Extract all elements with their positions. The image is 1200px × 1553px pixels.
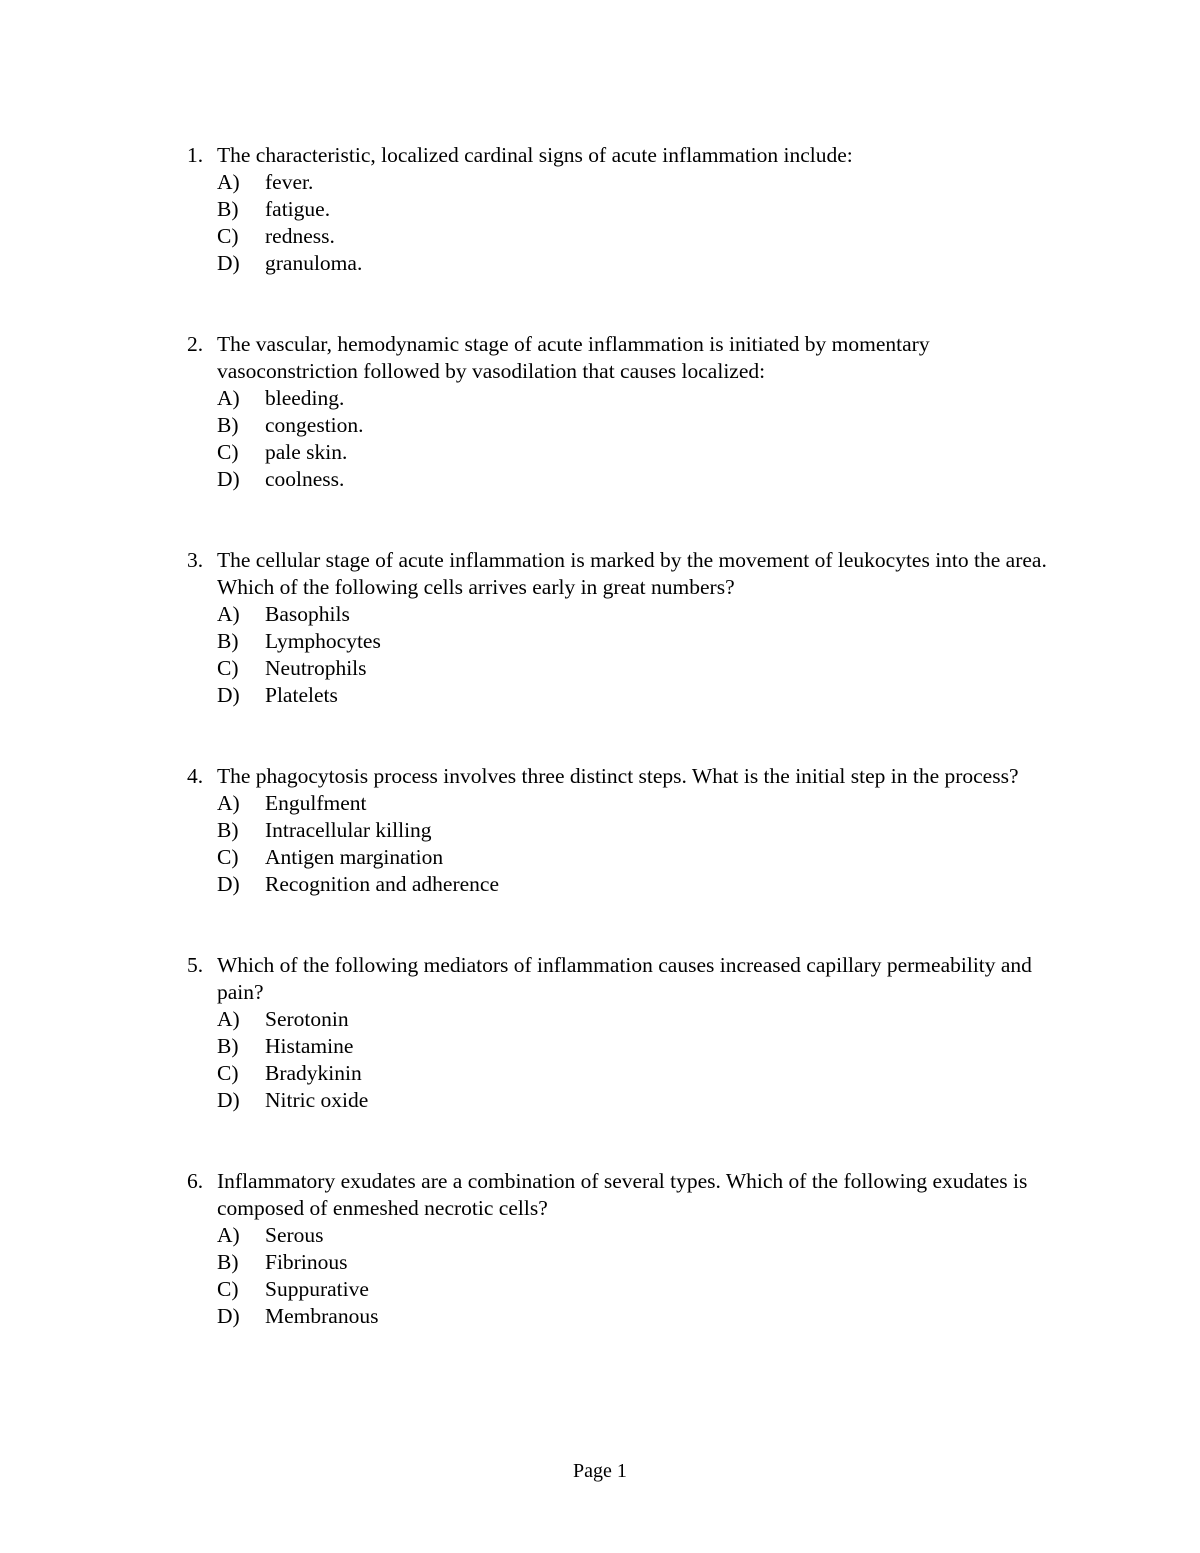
option-letter: C) (217, 1277, 239, 1301)
option-letter: B) (217, 818, 239, 842)
option-letter: A) (217, 791, 240, 815)
option-text: Serous (265, 1223, 324, 1247)
option-text: Antigen margination (265, 845, 444, 869)
option-letter: D) (217, 683, 240, 707)
option-letter: A) (217, 386, 240, 410)
option-letter: A) (217, 170, 240, 194)
question-4 (187, 763, 1067, 898)
answer-options (217, 1006, 1067, 1114)
question-6 (187, 1168, 1067, 1330)
option-letter: C) (217, 1061, 239, 1085)
option-text: coolness. (265, 467, 345, 491)
question-number: 4. (187, 764, 204, 788)
question-text: The phagocytosis process involves three distinct steps. What is the initial step in the process? (217, 764, 1019, 788)
question-stem (187, 1168, 1067, 1222)
question-number: 1. (187, 143, 204, 167)
option-text: Nitric oxide (265, 1088, 369, 1112)
answer-options (217, 1222, 1067, 1330)
question-text: The cellular stage of acute inflammation is marked by the movement of leukocytes into the area. Which of the following cells arrives early in great numbers? (217, 548, 1047, 599)
question-text: Inflammatory exudates are a combination of several types. Which of the following exudates is composed of enmeshed necrotic cells? (217, 1169, 1028, 1220)
page-footer (0, 1459, 1200, 1483)
answer-option (217, 412, 1067, 439)
answer-options (217, 169, 1067, 277)
option-letter: D) (217, 1088, 240, 1112)
question-text: The vascular, hemodynamic stage of acute inflammation is initiated by momentary vasoconstriction followed by vasodilation that causes localized: (217, 332, 930, 383)
answer-options (217, 385, 1067, 493)
answer-option (217, 250, 1067, 277)
answer-option (217, 1249, 1067, 1276)
question-5 (187, 952, 1067, 1114)
option-text: Platelets (265, 683, 338, 707)
option-text: pale skin. (265, 440, 348, 464)
answer-option (217, 223, 1067, 250)
question-number: 3. (187, 548, 204, 572)
option-text: Engulfment (265, 791, 367, 815)
answer-option (217, 817, 1067, 844)
answer-option (217, 601, 1067, 628)
answer-options (217, 601, 1067, 709)
option-text: Suppurative (265, 1277, 369, 1301)
question-2 (187, 331, 1067, 493)
question-3 (187, 547, 1067, 709)
option-text: fatigue. (265, 197, 331, 221)
option-text: granuloma. (265, 251, 363, 275)
option-text: bleeding. (265, 386, 345, 410)
answer-option (217, 1033, 1067, 1060)
option-letter: C) (217, 656, 239, 680)
question-text: The characteristic, localized cardinal signs of acute inflammation include: (217, 143, 853, 167)
option-letter: D) (217, 872, 240, 896)
answer-option (217, 871, 1067, 898)
question-text: Which of the following mediators of inflammation causes increased capillary permeability and pain? (217, 953, 1032, 1004)
answer-option (217, 385, 1067, 412)
option-letter: B) (217, 1250, 239, 1274)
option-letter: C) (217, 224, 239, 248)
answer-option (217, 1006, 1067, 1033)
option-text: Neutrophils (265, 656, 367, 680)
answer-option (217, 1303, 1067, 1330)
answer-option (217, 466, 1067, 493)
answer-option (217, 196, 1067, 223)
option-letter: A) (217, 1223, 240, 1247)
option-letter: B) (217, 1034, 239, 1058)
question-stem (187, 763, 1067, 790)
answer-option (217, 169, 1067, 196)
option-letter: C) (217, 845, 239, 869)
question-list (187, 142, 1067, 1330)
option-text: Recognition and adherence (265, 872, 500, 896)
answer-option (217, 628, 1067, 655)
question-number: 2. (187, 332, 204, 356)
option-text: fever. (265, 170, 314, 194)
answer-option (217, 1222, 1067, 1249)
answer-option (217, 1087, 1067, 1114)
option-text: Fibrinous (265, 1250, 348, 1274)
option-letter: D) (217, 467, 240, 491)
option-letter: B) (217, 413, 239, 437)
answer-option (217, 682, 1067, 709)
question-stem (187, 952, 1067, 1006)
question-stem (187, 331, 1067, 385)
option-letter: D) (217, 1304, 240, 1328)
option-text: redness. (265, 224, 335, 248)
option-letter: C) (217, 440, 239, 464)
question-number: 5. (187, 953, 204, 977)
option-text: Serotonin (265, 1007, 349, 1031)
answer-options (217, 790, 1067, 898)
option-letter: A) (217, 1007, 240, 1031)
page-number: Page 1 (573, 1460, 627, 1482)
answer-option (217, 1276, 1067, 1303)
option-text: Basophils (265, 602, 350, 626)
answer-option (217, 655, 1067, 682)
option-text: Bradykinin (265, 1061, 362, 1085)
option-text: Intracellular killing (265, 818, 432, 842)
option-text: Lymphocytes (265, 629, 381, 653)
option-text: congestion. (265, 413, 364, 437)
question-number: 6. (187, 1169, 204, 1193)
answer-option (217, 439, 1067, 466)
answer-option (217, 1060, 1067, 1087)
option-letter: B) (217, 197, 239, 221)
answer-option (217, 844, 1067, 871)
option-letter: A) (217, 602, 240, 626)
question-stem (187, 547, 1067, 601)
option-letter: D) (217, 251, 240, 275)
option-text: Histamine (265, 1034, 354, 1058)
question-1 (187, 142, 1067, 277)
option-text: Membranous (265, 1304, 379, 1328)
answer-option (217, 790, 1067, 817)
question-stem (187, 142, 1067, 169)
option-letter: B) (217, 629, 239, 653)
